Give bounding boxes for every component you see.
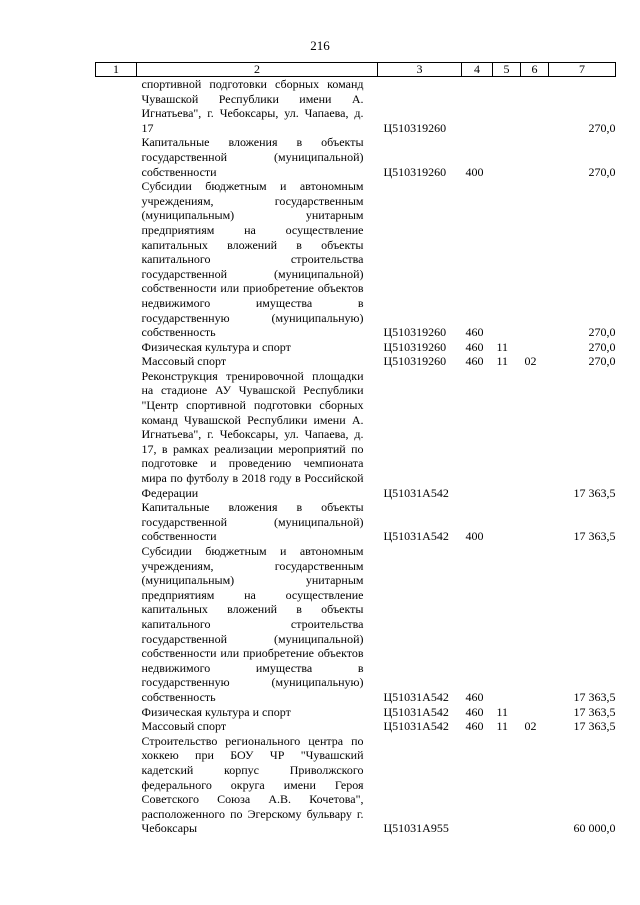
row-name: Капитальные вложения в объекты государственной (муниципальной) собственности	[141, 500, 364, 544]
page-number: 216	[310, 38, 330, 53]
row-sum: 270,0	[588, 339, 616, 354]
row-rz: 11	[496, 354, 509, 369]
table-row	[96, 734, 616, 836]
row-sum: 270,0	[588, 120, 616, 135]
row-pr	[521, 544, 549, 705]
column-number-3: 3	[378, 63, 462, 77]
row-pr	[521, 135, 549, 179]
row-rz	[493, 544, 521, 705]
row-sum: 17 363,5	[573, 704, 616, 719]
row-vr: 460	[465, 325, 484, 340]
row-name: Массовый спорт	[141, 354, 227, 369]
row-name: Физическая культура и спорт	[141, 704, 291, 719]
row-pr	[521, 500, 549, 544]
row-pr	[521, 77, 549, 136]
row-vr: 460	[465, 689, 484, 704]
table-row	[96, 705, 616, 720]
row-name: Капитальные вложения в объекты государственной (муниципальной) собственности	[141, 135, 364, 179]
row-name: Массовый спорт	[141, 719, 227, 734]
row-pr	[521, 179, 549, 340]
row-csr: Ц510319260	[383, 120, 447, 135]
row-vr: 400	[465, 164, 484, 179]
row-csr: Ц510319260	[383, 164, 447, 179]
column-number-1: 1	[96, 63, 137, 77]
table-row	[96, 544, 616, 705]
row-sum: 270,0	[588, 325, 616, 340]
row-rz	[493, 500, 521, 544]
row-vr: 460	[465, 339, 484, 354]
row-csr: Ц51031А542	[383, 689, 449, 704]
row-name: Реконструкция тренировочной площадки на стадионе АУ Чувашской Республики "Центр спортивной подготовки сборных команд Чувашской Республики имени А. Игнатьева", г. Чебоксары, ул. Чапаева, д. 17, в рамках реализации мероприятий по подготовке и проведению чемпионата мира по футболу в 2018 году в Российской Федерации	[141, 368, 364, 500]
row-sum: 60 000,0	[573, 821, 616, 836]
row-rz	[493, 77, 521, 136]
row-rz	[493, 734, 521, 836]
row-sum: 270,0	[588, 164, 616, 179]
row-pr	[521, 340, 549, 355]
row-sum: 17 363,5	[573, 689, 616, 704]
budget-table	[95, 62, 616, 836]
row-name: Физическая культура и спорт	[141, 339, 291, 354]
row-vr: 400	[465, 529, 484, 544]
row-rz	[493, 369, 521, 500]
row-vr: 460	[465, 704, 484, 719]
row-pr	[521, 369, 549, 500]
column-number-5: 5	[493, 63, 521, 77]
row-sum: 17 363,5	[573, 719, 616, 734]
row-pr: 02	[524, 354, 537, 369]
row-sum: 270,0	[588, 354, 616, 369]
row-vr	[462, 734, 493, 836]
row-rz	[493, 179, 521, 340]
row-vr: 460	[465, 719, 484, 734]
table-row	[96, 354, 616, 369]
table-row	[96, 179, 616, 340]
row-csr: Ц510319260	[383, 339, 447, 354]
table-row	[96, 77, 616, 136]
row-vr	[462, 77, 493, 136]
row-csr: Ц51031А542	[383, 529, 449, 544]
row-csr: Ц510319260	[383, 354, 447, 369]
table-row	[96, 340, 616, 355]
row-csr: Ц510319260	[383, 325, 447, 340]
row-rz: 11	[496, 339, 509, 354]
row-name: Строительство регионального центра по хоккею при БОУ ЧР "Чувашский кадетский корпус Приволжского федерального округа имени Героя Советского Союза А.В. Кочетова", расположенного по Эгерскому бульвару г. Чебоксары	[141, 733, 364, 836]
column-number-6: 6	[521, 63, 549, 77]
table-row	[96, 500, 616, 544]
row-rz: 11	[496, 704, 509, 719]
column-number-row	[96, 63, 616, 77]
row-name: спортивной подготовки сборных команд Чувашской Республики имени А. Игнатьева", г. Чебоксары, ул. Чапаева, д. 17	[141, 77, 364, 135]
column-number-7: 7	[549, 63, 616, 77]
row-sum: 17 363,5	[573, 529, 616, 544]
table-row	[96, 369, 616, 500]
column-number-2: 2	[137, 63, 378, 77]
column-number-4: 4	[462, 63, 493, 77]
table-row	[96, 719, 616, 734]
row-name: Субсидии бюджетным и автономным учреждениям, государственным (муниципальным) унитарным предприятиям на осуществление капитальных вложений в объекты капитального строительства государственной (муниципальной) собственности или приобретение объектов недвижимого имущества в государственную (муниципальную) собственность	[141, 544, 364, 704]
row-sum: 17 363,5	[573, 485, 616, 500]
row-csr: Ц51031А542	[383, 485, 449, 500]
row-pr: 02	[524, 719, 537, 734]
row-name: Субсидии бюджетным и автономным учреждениям, государственным (муниципальным) унитарным предприятиям на осуществление капитальных вложений в объекты капитального строительства государственной (муниципальной) собственности или приобретение объектов недвижимого имущества в государственную (муниципальную) собственность	[141, 179, 364, 340]
row-csr: Ц51031А955	[383, 821, 449, 836]
row-rz	[493, 135, 521, 179]
row-csr: Ц51031А542	[383, 704, 449, 719]
row-pr	[521, 734, 549, 836]
row-pr	[521, 705, 549, 720]
row-csr: Ц51031А542	[383, 719, 449, 734]
row-rz: 11	[496, 719, 509, 734]
row-vr: 460	[465, 354, 484, 369]
row-vr	[462, 369, 493, 500]
table-row	[96, 135, 616, 179]
